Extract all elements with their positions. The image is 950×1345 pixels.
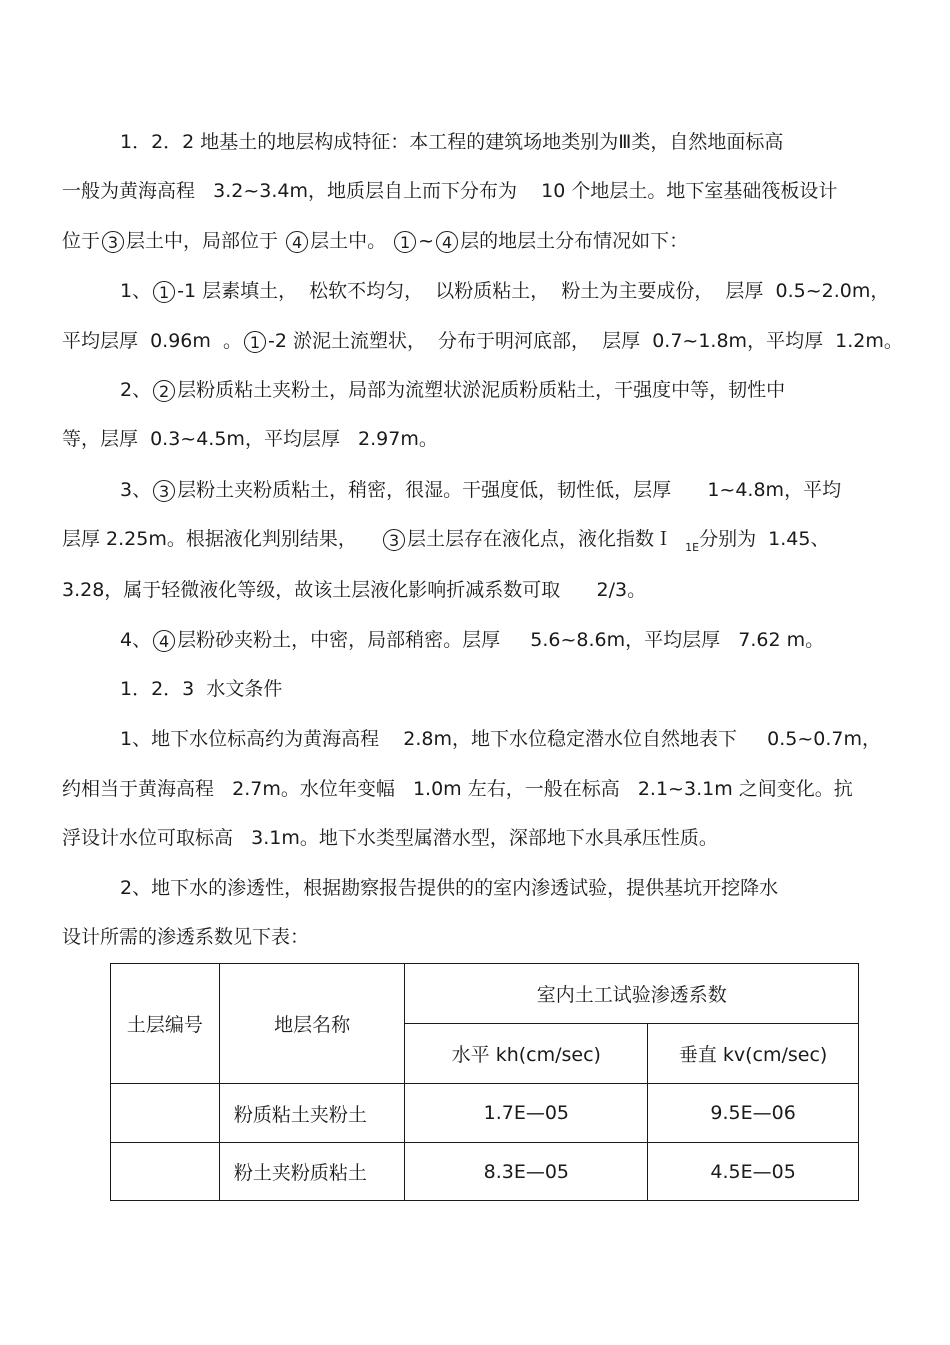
- cell-kv: 4.5E—05: [648, 1143, 859, 1201]
- permeability-table: [110, 963, 859, 1201]
- text: 位于: [62, 230, 101, 252]
- text: ~: [418, 230, 435, 252]
- header-kv: 垂直 kv(cm/sec): [648, 1024, 859, 1084]
- subscript: 1E: [685, 541, 700, 554]
- text: -2 淤泥土流塑状， 分布于明河底部， 层厚 0.7~1.8m，平均厚 1.2m。: [267, 330, 903, 352]
- hydro-p1-line3: 浮设计水位可取标高 3.1m。地下水类型属潜水型，深部地下水具承压性质。: [62, 827, 718, 849]
- cell-code: [111, 1084, 220, 1143]
- header-layer-name: 地层名称: [219, 964, 405, 1084]
- item1-line2: [62, 326, 903, 356]
- header-permeability-group: 室内土工试验渗透系数: [405, 964, 859, 1024]
- text: 层土层存在液化点，液化指数Ｉ: [407, 528, 674, 550]
- text: 层厚 2.25m。根据液化判别结果，: [62, 528, 357, 550]
- section-123-title: 1．2．3 水文条件: [120, 678, 283, 700]
- header-soil-code: 土层编号: [111, 964, 220, 1084]
- header-kh: 水平 kh(cm/sec): [405, 1024, 648, 1084]
- hydro-p2-line2: 设计所需的渗透系数见下表：: [62, 926, 310, 948]
- hydro-p2-line1: 2、地下水的渗透性，根据勘察报告提供的的室内渗透试验，提供基坑开挖降水: [120, 877, 779, 899]
- item1-line1: [120, 276, 889, 306]
- para-122-line3: [62, 226, 688, 256]
- circled-number: 1: [153, 281, 175, 303]
- text: 层土中，局部位于: [126, 230, 279, 252]
- text: 层粉土夹粉质粘土，稍密，很湿。干强度低，韧性低，层厚 1~4.8m，平均: [177, 479, 842, 501]
- table-row: [111, 1084, 859, 1143]
- para-122-line2: 一般为黄海高程 3.2~3.4m，地质层自上而下分布为 10 个地层土。地下室基础筏板设计: [62, 180, 838, 202]
- cell-name: 粉质粘土夹粉土: [219, 1084, 405, 1143]
- item2-line1: [120, 375, 785, 405]
- text: -1 层素填土， 松软不均匀， 以粉质粘土， 粉土为主要成份， 层厚 0.5~2.0m，: [177, 280, 890, 302]
- item2-line2: 等，层厚 0.3~4.5m，平均层厚 2.97m。: [62, 428, 438, 450]
- circled-number: 3: [102, 231, 124, 253]
- circled-number: 4: [153, 630, 175, 652]
- text: 层粉质粘土夹粉土，局部为流塑状淤泥质粉质粘土，干强度中等，韧性中: [177, 379, 786, 401]
- cell-code: [111, 1143, 220, 1201]
- circled-number: 3: [153, 480, 175, 502]
- cell-kv: 9.5E—06: [648, 1084, 859, 1143]
- circled-number: 3: [383, 529, 405, 551]
- item4-line1: [120, 625, 824, 655]
- item-number: 4、: [120, 629, 152, 651]
- text: 分别为 1.45、: [699, 528, 830, 550]
- text: 层的地层土分布情况如下：: [460, 230, 689, 252]
- item-number: 2、: [120, 379, 152, 401]
- table-row: [111, 1143, 859, 1201]
- circled-number: 1: [244, 331, 266, 353]
- text: 平均层厚 0.96m 。: [62, 330, 242, 352]
- hydro-p1-line2: 约相当于黄海高程 2.7m。水位年变幅 1.0m 左右，一般在标高 2.1~3.1m 之间变化。抗: [62, 778, 853, 800]
- circled-number: 4: [436, 231, 458, 253]
- para-122-line1: 1．2．2 地基土的地层构成特征：本工程的建筑场地类别为Ⅲ类，自然地面标高: [120, 131, 784, 153]
- item-number: 3、: [120, 479, 152, 501]
- item3-line1: [120, 475, 841, 505]
- item-number: 1、: [120, 280, 152, 302]
- item3-line2: [62, 524, 829, 554]
- cell-name: 粉土夹粉质粘土: [219, 1143, 405, 1201]
- circled-number: 4: [286, 231, 308, 253]
- hydro-p1-line1: 1、地下水位标高约为黄海高程 2.8m，地下水位稳定潜水位自然地表下 0.5~0.7m，: [120, 728, 882, 750]
- circled-number: 1: [394, 231, 416, 253]
- cell-kh: 1.7E—05: [405, 1084, 648, 1143]
- item3-line3: 3.28，属于轻微液化等级，故该土层液化影响折减系数可取 2/3。: [62, 579, 647, 601]
- text: 层粉砂夹粉土，中密，局部稍密。层厚 5.6~8.6m，平均层厚 7.62 m。: [177, 629, 825, 651]
- text: 层土中。: [310, 230, 387, 252]
- cell-kh: 8.3E—05: [405, 1143, 648, 1201]
- circled-number: 2: [153, 380, 175, 402]
